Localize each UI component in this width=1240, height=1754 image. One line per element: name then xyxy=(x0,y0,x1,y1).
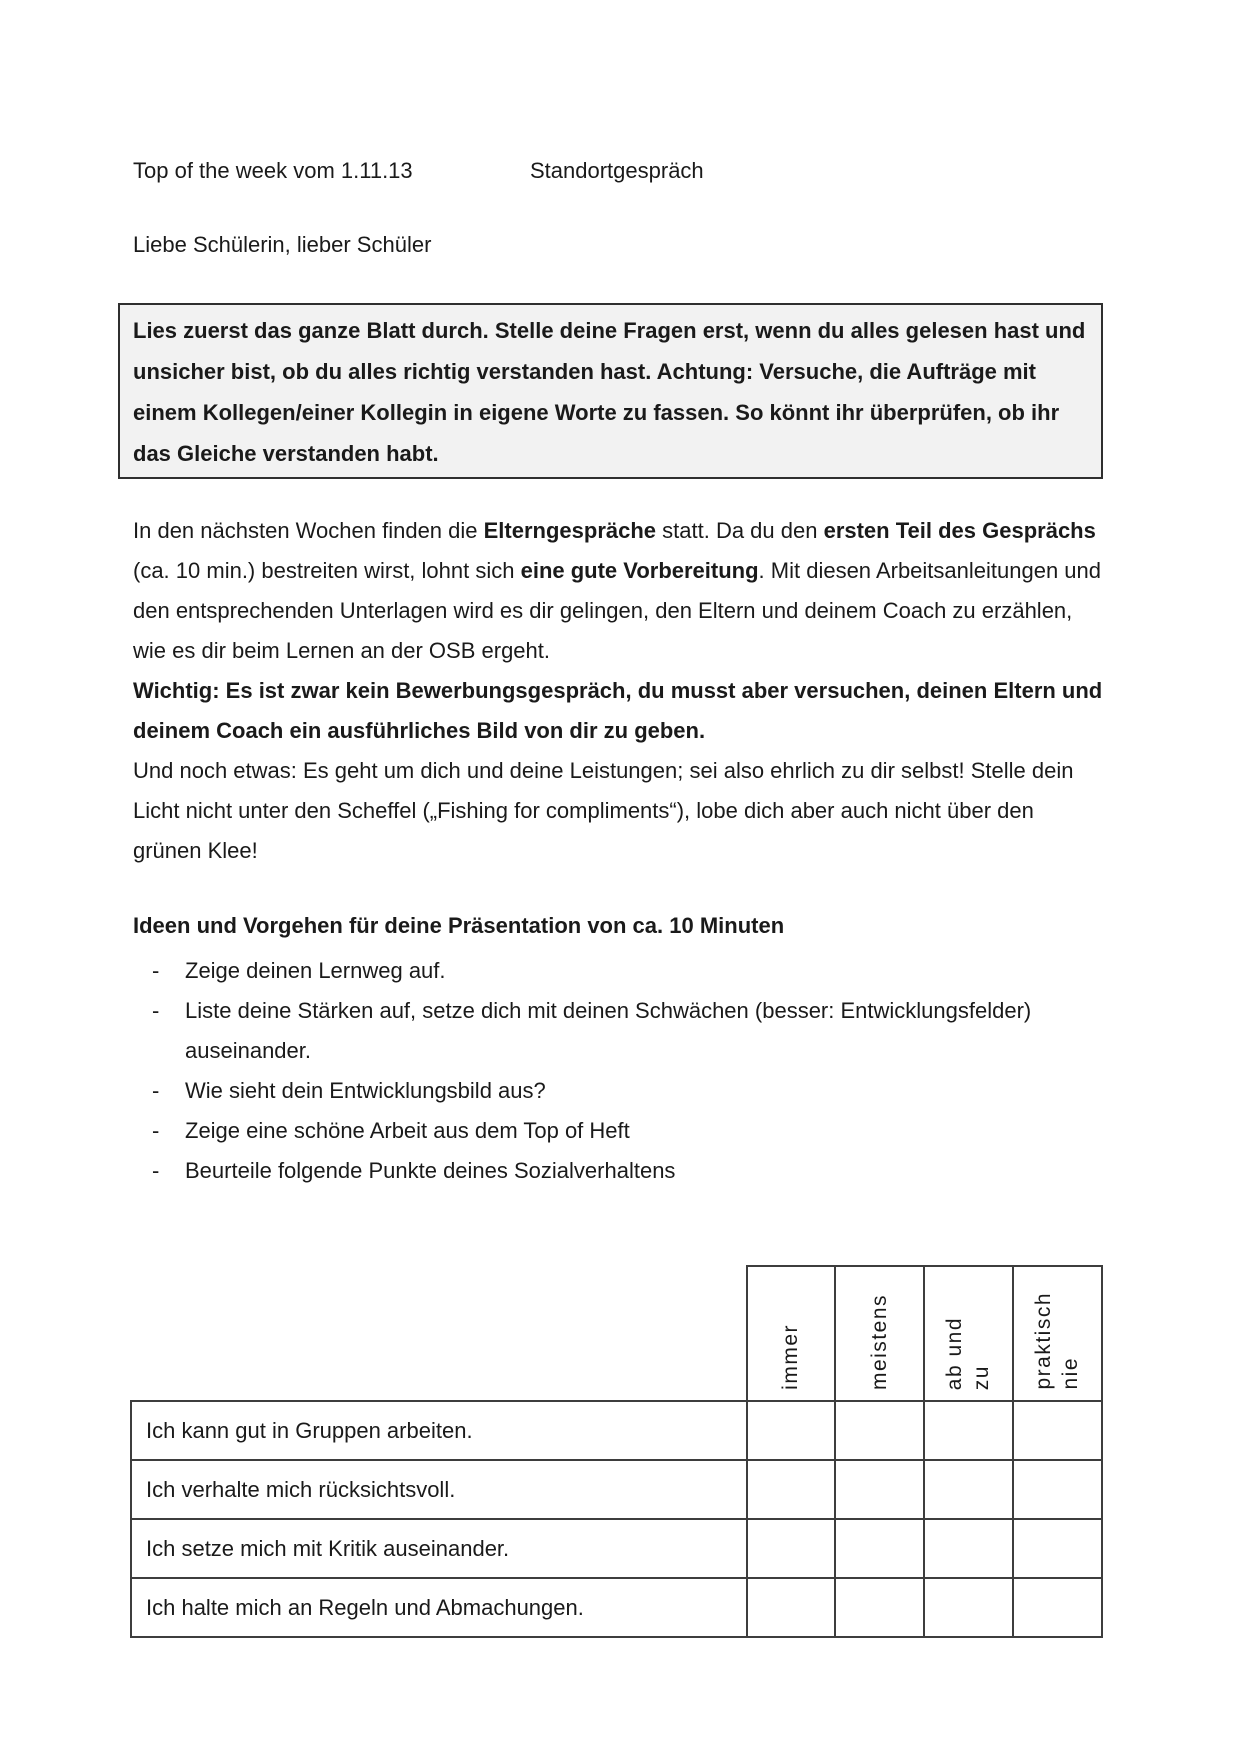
rating-cell-ab-und-zu[interactable] xyxy=(924,1578,1013,1637)
bullet-text: Zeige eine schöne Arbeit aus dem Top of Heft xyxy=(185,1118,630,1143)
presentation-heading: Ideen und Vorgehen für deine Präsentation von ca. 10 Minuten xyxy=(133,913,785,938)
rating-cell-ab-und-zu[interactable] xyxy=(924,1460,1013,1519)
bullet-text: Beurteile folgende Punkte deines Sozialverhaltens xyxy=(185,1158,676,1183)
rating-cell-ab-und-zu[interactable] xyxy=(924,1519,1013,1578)
column-header-meistens xyxy=(835,1266,924,1401)
bullet-text: Liste deine Stärken auf, setze dich mit deinen Schwächen (besser: Entwicklungsfelder) auseinander. xyxy=(185,998,1032,1063)
list-item xyxy=(133,991,1103,1071)
intro-section xyxy=(133,511,1103,871)
rating-cell-praktisch-nie[interactable] xyxy=(1013,1401,1102,1460)
list-item xyxy=(133,1151,1103,1191)
rating-cell-immer[interactable] xyxy=(747,1401,836,1460)
bullet-list xyxy=(133,951,1103,1191)
table-row xyxy=(131,1460,1102,1519)
rotated-label-line: immer xyxy=(779,1324,802,1390)
intro-paragraph-important: Wichtig: Es ist zwar kein Bewerbungsgespräch, du musst aber versuchen, deinen Eltern und deinem Coach ein ausführliches Bild von dir zu geben. xyxy=(133,678,1103,743)
bullet-dash: - xyxy=(152,958,160,983)
rotated-label-line: praktisch xyxy=(1032,1292,1056,1390)
instruction-box xyxy=(118,303,1103,479)
bullet-text: Wie sieht dein Entwicklungsbild aus? xyxy=(185,1078,546,1103)
rotated-label-line: nie xyxy=(1059,1357,1083,1390)
row-label: Ich setze mich mit Kritik auseinander. xyxy=(131,1519,747,1578)
table-header-row xyxy=(131,1266,1102,1401)
intro-paragraph-1: In den nächsten Wochen finden die Elterngespräche statt. Da du den ersten Teil des Gesprächs (ca. 10 min.) bestreiten wirst, lohnt sich eine gute Vorbereitung. Mit diesen Arbeitsanleitungen und den entsprechenden Unterlagen wird es dir gelingen, den Eltern und deinem Coach zu erzählen, wie es dir beim Lernen an der OSB ergeht. xyxy=(133,518,1101,663)
table-row xyxy=(131,1519,1102,1578)
rating-cell-praktisch-nie[interactable] xyxy=(1013,1578,1102,1637)
list-item xyxy=(133,1111,1103,1151)
rating-table xyxy=(130,1265,1103,1638)
table-corner-cell xyxy=(131,1266,747,1401)
rating-cell-immer[interactable] xyxy=(747,1460,836,1519)
rotated-label xyxy=(836,1280,923,1390)
rating-cell-praktisch-nie[interactable] xyxy=(1013,1519,1102,1578)
salutation-line: Liebe Schülerin, lieber Schüler xyxy=(133,232,432,257)
rotated-label xyxy=(748,1280,835,1390)
bullet-dash: - xyxy=(152,1118,160,1143)
column-header-praktisch-nie xyxy=(1013,1266,1102,1401)
bullet-text: Zeige deinen Lernweg auf. xyxy=(185,958,446,983)
bullet-dash: - xyxy=(152,1158,160,1183)
document-subtitle: Standortgespräch xyxy=(530,158,704,183)
row-label: Ich halte mich an Regeln und Abmachungen. xyxy=(131,1578,747,1637)
bullet-dash: - xyxy=(152,1078,160,1103)
column-header-immer xyxy=(747,1266,836,1401)
bullet-dash: - xyxy=(152,998,160,1023)
rotated-label-line: ab und xyxy=(943,1316,967,1390)
rating-cell-praktisch-nie[interactable] xyxy=(1013,1460,1102,1519)
rating-cell-meistens[interactable] xyxy=(835,1401,924,1460)
rotated-label-line: meistens xyxy=(867,1293,891,1390)
list-item xyxy=(133,951,1103,991)
row-label: Ich kann gut in Gruppen arbeiten. xyxy=(131,1401,747,1460)
list-item xyxy=(133,1071,1103,1111)
column-header-ab-und-zu xyxy=(924,1266,1013,1401)
rating-cell-immer[interactable] xyxy=(747,1519,836,1578)
document-title: Top of the week vom 1.11.13 xyxy=(133,158,413,183)
rotated-label xyxy=(1014,1280,1101,1390)
table-row xyxy=(131,1401,1102,1460)
rotated-label-line: zu xyxy=(970,1364,994,1390)
rotated-label xyxy=(925,1280,1012,1390)
rating-cell-meistens[interactable] xyxy=(835,1519,924,1578)
rating-cell-meistens[interactable] xyxy=(835,1578,924,1637)
rating-cell-meistens[interactable] xyxy=(835,1460,924,1519)
instruction-box-text: Lies zuerst das ganze Blatt durch. Stelle deine Fragen erst, wenn du alles gelesen hast und unsicher bist, ob du alles richtig verstanden hast. Achtung: Versuche, die Aufträge mit einem Kollegen/einer Kollegin in eigene Worte zu fassen. So könnt ihr überprüfen, ob ihr das Gleiche verstanden habt. xyxy=(133,318,1086,466)
rating-cell-ab-und-zu[interactable] xyxy=(924,1401,1013,1460)
row-label: Ich verhalte mich rücksichtsvoll. xyxy=(131,1460,747,1519)
document-header xyxy=(133,151,1103,191)
table-row xyxy=(131,1578,1102,1637)
rating-cell-immer[interactable] xyxy=(747,1578,836,1637)
intro-paragraph-honesty: Und noch etwas: Es geht um dich und deine Leistungen; sei also ehrlich zu dir selbst! Stelle dein Licht nicht unter den Scheffel („Fishing for compliments“), lobe dich aber auch nicht über den grünen Klee! xyxy=(133,758,1074,863)
